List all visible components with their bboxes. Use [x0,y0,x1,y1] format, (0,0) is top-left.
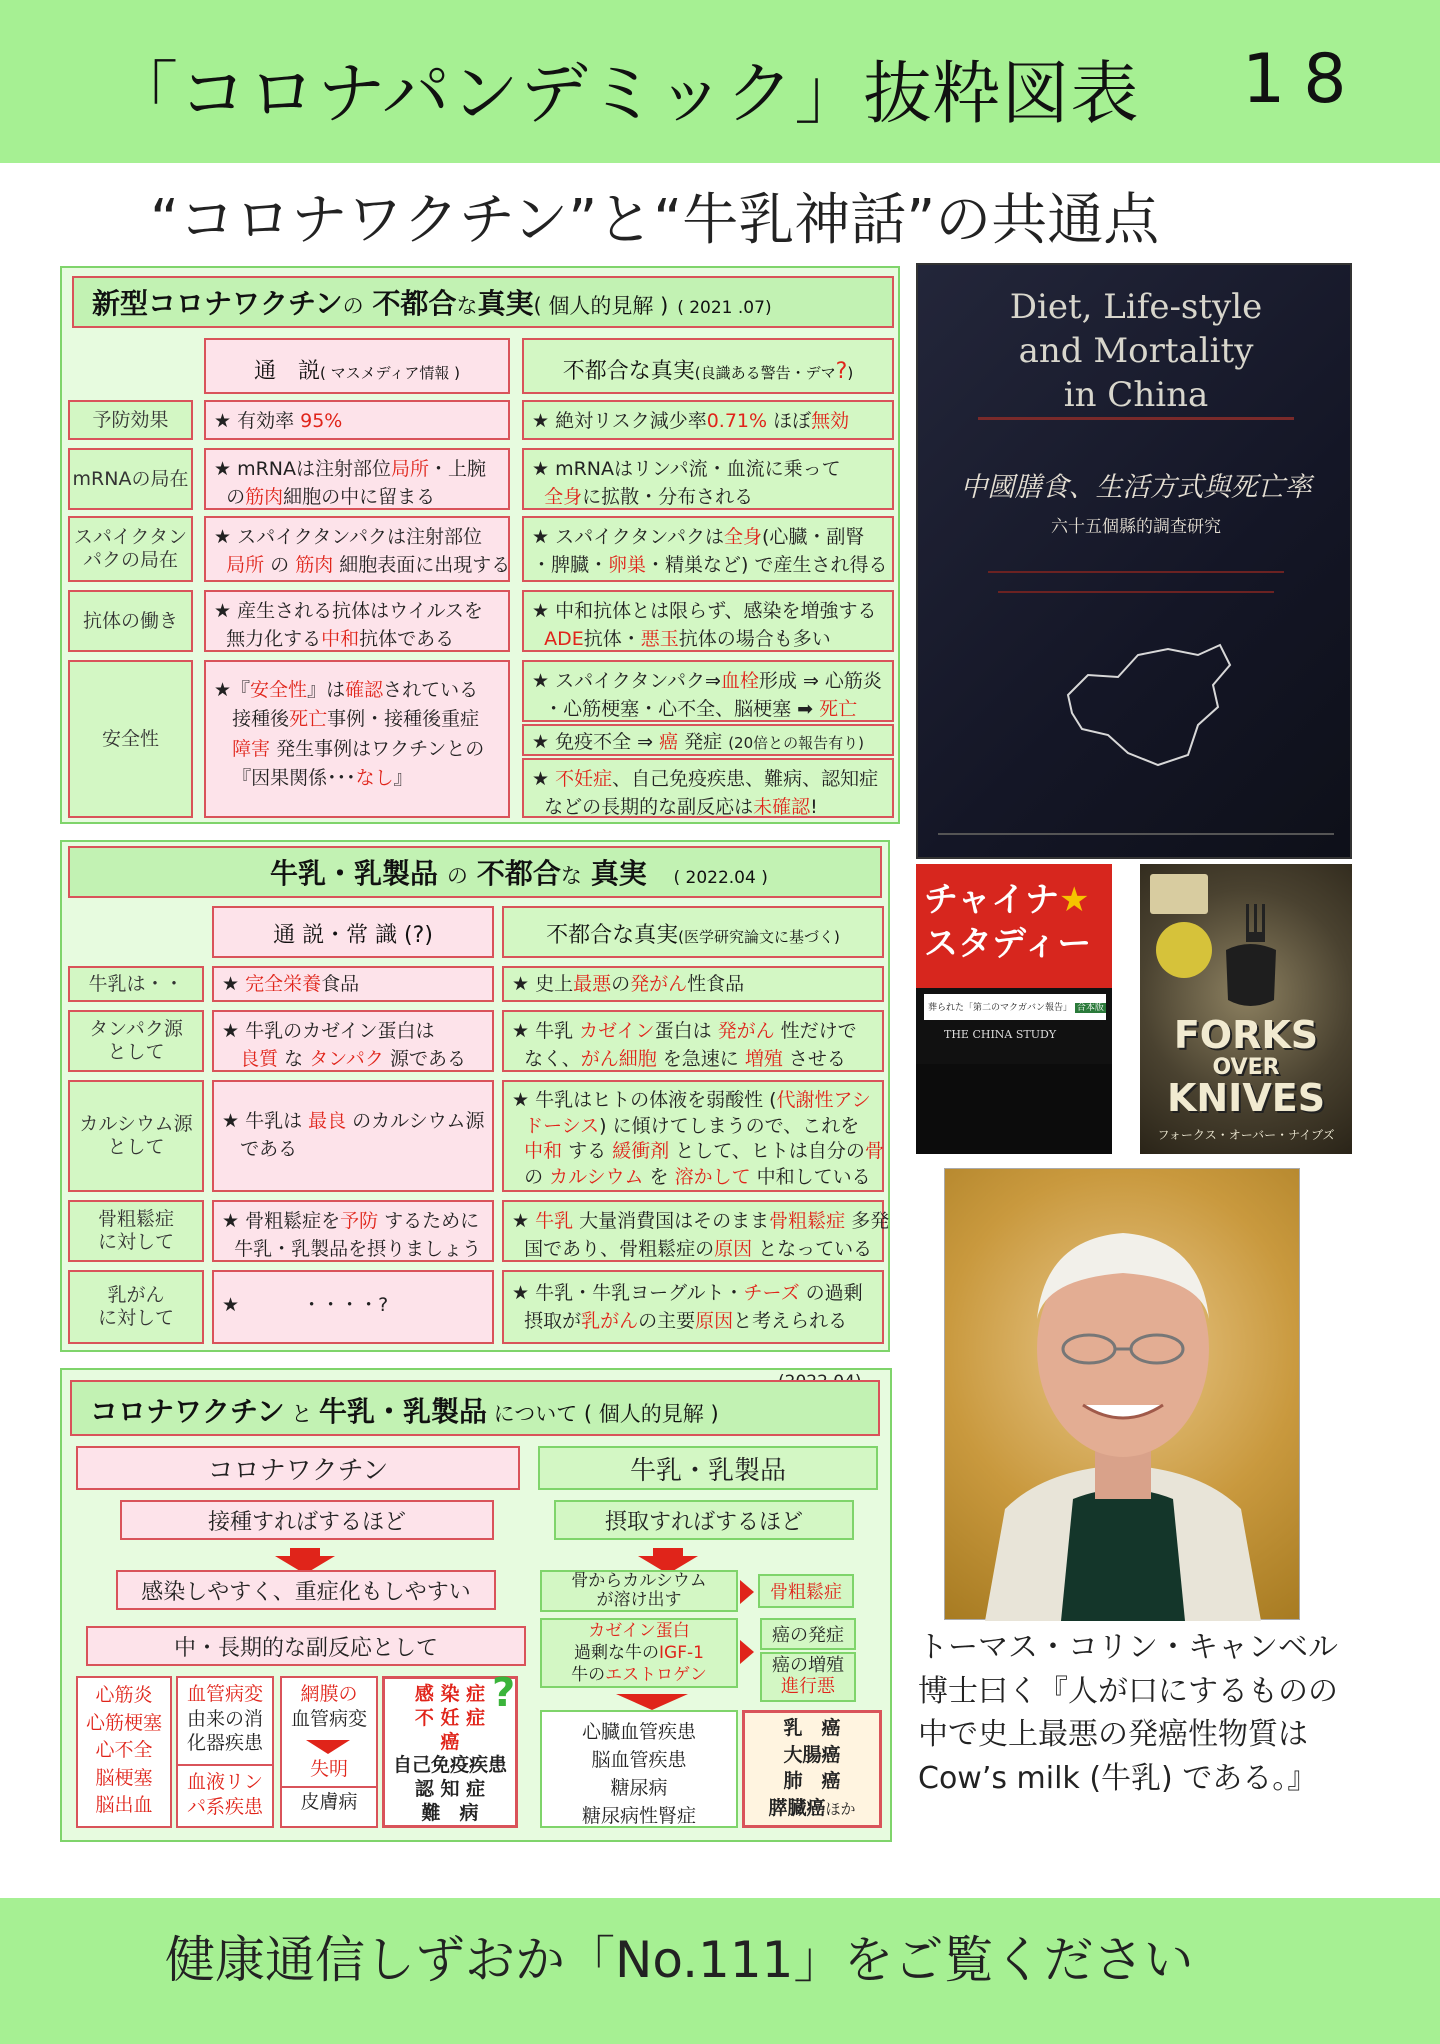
cancer-onset-box: 癌の発症 [760,1618,856,1650]
compare-left-step3: 中・長期的な副反応として [86,1626,526,1666]
portrait-photo [944,1168,1300,1620]
cell-prevention-common: ★ 有効率 95% [204,400,510,440]
arrow-down-icon [616,1694,688,1710]
milk-row-label-breast-cancer: 乳がん に対して [68,1270,204,1344]
row-label-antibody: 抗体の働き [68,590,193,652]
cancer-progress-box: 癌の増殖 進行悪 [760,1652,856,1702]
arrow-right-icon [740,1580,754,1604]
page-title: 「コロナパンデミック」抜粋図表 [110,55,1140,134]
dvd-badge [1150,874,1208,914]
milk-row3-common: ★ 牛乳は 最良 のカルシウム源 である [212,1080,494,1192]
book-cover-china-study [916,864,1112,1154]
compare-right-step1: 摂取すればするほど [554,1500,854,1540]
arrow-down-icon [306,1740,350,1754]
vaccine-col-truth: 不都合な真実(良識ある警告・デマ?) [522,338,894,394]
book-red-rule [988,571,1284,573]
milk-title: 牛乳・乳製品 の 不都合な 真実 ( 2022.04 ) [68,846,882,898]
row-label-spike: スパイクタン パクの局在 [68,516,193,582]
milk-row5-truth: ★ 牛乳・牛乳ヨーグルト・チーズ の過剰 摂取が乳がんの主要原因と考えられる [502,1270,884,1344]
footer-text: 健康通信しずおか「No.111」をご覧ください [165,1931,1194,1989]
milk-row-label-osteoporosis: 骨粗鬆症 に対して [68,1200,204,1262]
list-infection-autoimmune: 感 染 症 不 妊 症 癌 自己免疫疾患 認 知 症 難 病 [382,1676,518,1828]
china-map-icon [1048,625,1238,785]
compare-left-head: コロナワクチン [76,1446,520,1490]
china-study-title: チャイナ★ スタディー [916,864,1112,988]
milk-row2-truth: ★ 牛乳 カゼイン蛋白は 発がん 性だけで なく、がん細胞 を急速に 増殖 させる [502,1010,884,1072]
dvd-title: FORKS OVER KNIVES [1166,1013,1326,1120]
cell-antibody-truth: ★ 中和抗体とは限らず、感染を増強する ADE抗体・悪玉抗体の場合も多い [522,590,894,652]
row-label-prevention: 予防効果 [68,400,193,440]
page-number: 18 [1242,40,1365,119]
arrow-shaft-icon [290,1548,320,1558]
book-title: Diet, Life-style and Mortality in China [1009,287,1263,416]
book-red-rule [978,417,1294,420]
milk-col-truth: 不都合な真実(医学研究論文に基づく) [502,906,884,958]
arrow-right-icon [740,1640,754,1664]
milk-row1-common: ★ 完全栄養食品 [212,966,494,1002]
list-vascular-digestive: 血管病変 由来の消 化器疾患 血液リン パ系疾患 [176,1676,274,1828]
milk-col-common: 通 説・常 識 (?) [212,906,494,958]
milk-row3-truth: ★ 牛乳はヒトの体液を弱酸性 (代謝性アシ ドーシス) に傾けてしまうので、これを 中和 する 緩衝剤 として、ヒトは自分の骨 の カルシウム を 溶かして 中和している [502,1080,884,1192]
cell-spike-common: ★ スパイクタンパクは注射部位 局所 の 筋肉 細胞表面に出現する [204,516,510,582]
compare-right-head: 牛乳・乳製品 [538,1446,878,1490]
list-milk-cancers: 乳 癌 大腸癌 肺 癌 膵臓癌ほか [742,1710,882,1828]
china-study-en: THE CHINA STUDY [944,1028,1057,1041]
cell-safety-common: ★『安全性』は確認されている 接種後死亡事例・接種後重症 障害 発生事例はワクチンとの 『因果関係･･･なし』 [204,660,510,818]
milk-row-label-protein: タンパク源 として [68,1010,204,1072]
cell-antibody-common: ★ 産生される抗体はウイルスを 無力化する中和抗体である [204,590,510,652]
row-label-safety: 安全性 [68,660,193,818]
milk-row4-truth: ★ 牛乳 大量消費国はそのまま骨粗鬆症 多発 国であり、骨粗鬆症の原因 となっている [502,1200,884,1262]
bone-calcium-box: 骨からカルシウム が溶け出す [540,1570,738,1612]
arrow-shaft-icon [653,1548,683,1558]
casein-box: カゼイン蛋白 過剰な牛のIGF-1 牛のエストロゲン [540,1618,738,1688]
dvd-cover-forks-over-knives [1140,864,1352,1154]
portrait-caption: トーマス・コリン・キャンベル 博士曰く『人が口にするものの 中で史上最悪の発癌性物質は Cow’s milk (牛乳) である。』 [918,1630,1338,1796]
row-label-mrna: mRNAの局在 [68,448,193,510]
question-mark: ? [492,1670,516,1716]
portrait-figure [945,1169,1301,1621]
dvd-japanese-title: フォークス・オーバー・ナイブズ [1157,1128,1335,1142]
compare-left-step2: 感染しやすく、重症化もしやすい [116,1570,496,1610]
milk-row1-truth: ★ 史上最悪の発がん性食品 [502,966,884,1002]
list-cardiac: 心筋炎 心筋梗塞 心不全 脳梗塞 脳出血 [76,1676,172,1828]
vaccine-title: 新型コロナワクチンの 不都合な真実( 個人的見解 ) ( 2021 .07) [72,276,894,328]
vaccine-col-common: 通 説( マスメディア情報 ) [204,338,510,394]
cell-mrna-common: ★ mRNAは注射部位局所・上腕 の筋肉細胞の中に留まる [204,448,510,510]
cell-spike-truth: ★ スパイクタンパクは全身(心臓・副腎 ・脾臓・卵巣・精巣など) で産生され得る [522,516,894,582]
milk-row-label-milk: 牛乳は・・ [68,966,204,1002]
china-study-bottom [916,1064,1112,1154]
milk-row2-common: ★ 牛乳のカゼイン蛋白は 良質 な タンパク 源である [212,1010,494,1072]
milk-row4-common: ★ 骨粗鬆症を予防 するために 牛乳・乳製品を摂りましょう [212,1200,494,1262]
osteoporosis-box: 骨粗鬆症 [758,1574,854,1608]
milk-row-label-calcium: カルシウム源 として [68,1080,204,1192]
book-cover-china-diet [916,263,1352,859]
cell-mrna-truth: ★ mRNAはリンパ流・血流に乗って 全身に拡散・分布される [522,448,894,510]
compare-left-step1: 接種すればするほど [120,1500,494,1540]
china-study-subtitle: 葬られた「第二のマクガバン報告」 合本版 [924,994,1106,1020]
list-retina: 網膜の 血管病変 失明 皮膚病 [280,1676,378,1828]
book-chinese-title: 中國膳食、生活方式與死亡率 六十五個縣的調查研究 [960,472,1312,537]
cell-safety-truth-thrombus: ★ スパイクタンパク⇒血栓形成 ⇒ 心筋炎 ・心筋梗塞・心不全、脳梗塞 ➡ 死亡 [522,660,894,722]
book-footer-rule [938,833,1334,835]
compare-title: コロナワクチン と 牛乳・乳製品 について ( 個人的見解 ) [70,1380,880,1436]
page-subtitle: “コロナワクチン”と“牛乳神話”の共通点 [150,188,1160,253]
cell-prevention-truth: ★ 絶対リスク減少率0.71% ほぼ無効 [522,400,894,440]
milk-row5-common: ★ ・・・・? [212,1270,494,1344]
book-red-rule [998,591,1274,593]
fist-fork-icon [1210,904,1290,1014]
dvd-badge [1156,922,1212,978]
cell-safety-truth-cancer: ★ 免疫不全 ⇒ 癌 発症 (20倍との報告有り) [522,724,894,756]
cell-safety-truth-longterm: ★ 不妊症、自己免疫疾患、難病、認知症 などの長期的な副反応は未確認! [522,758,894,818]
list-milk-diseases: 心臓血管疾患 脳血管疾患 糖尿病 糖尿病性腎症 [540,1710,738,1828]
